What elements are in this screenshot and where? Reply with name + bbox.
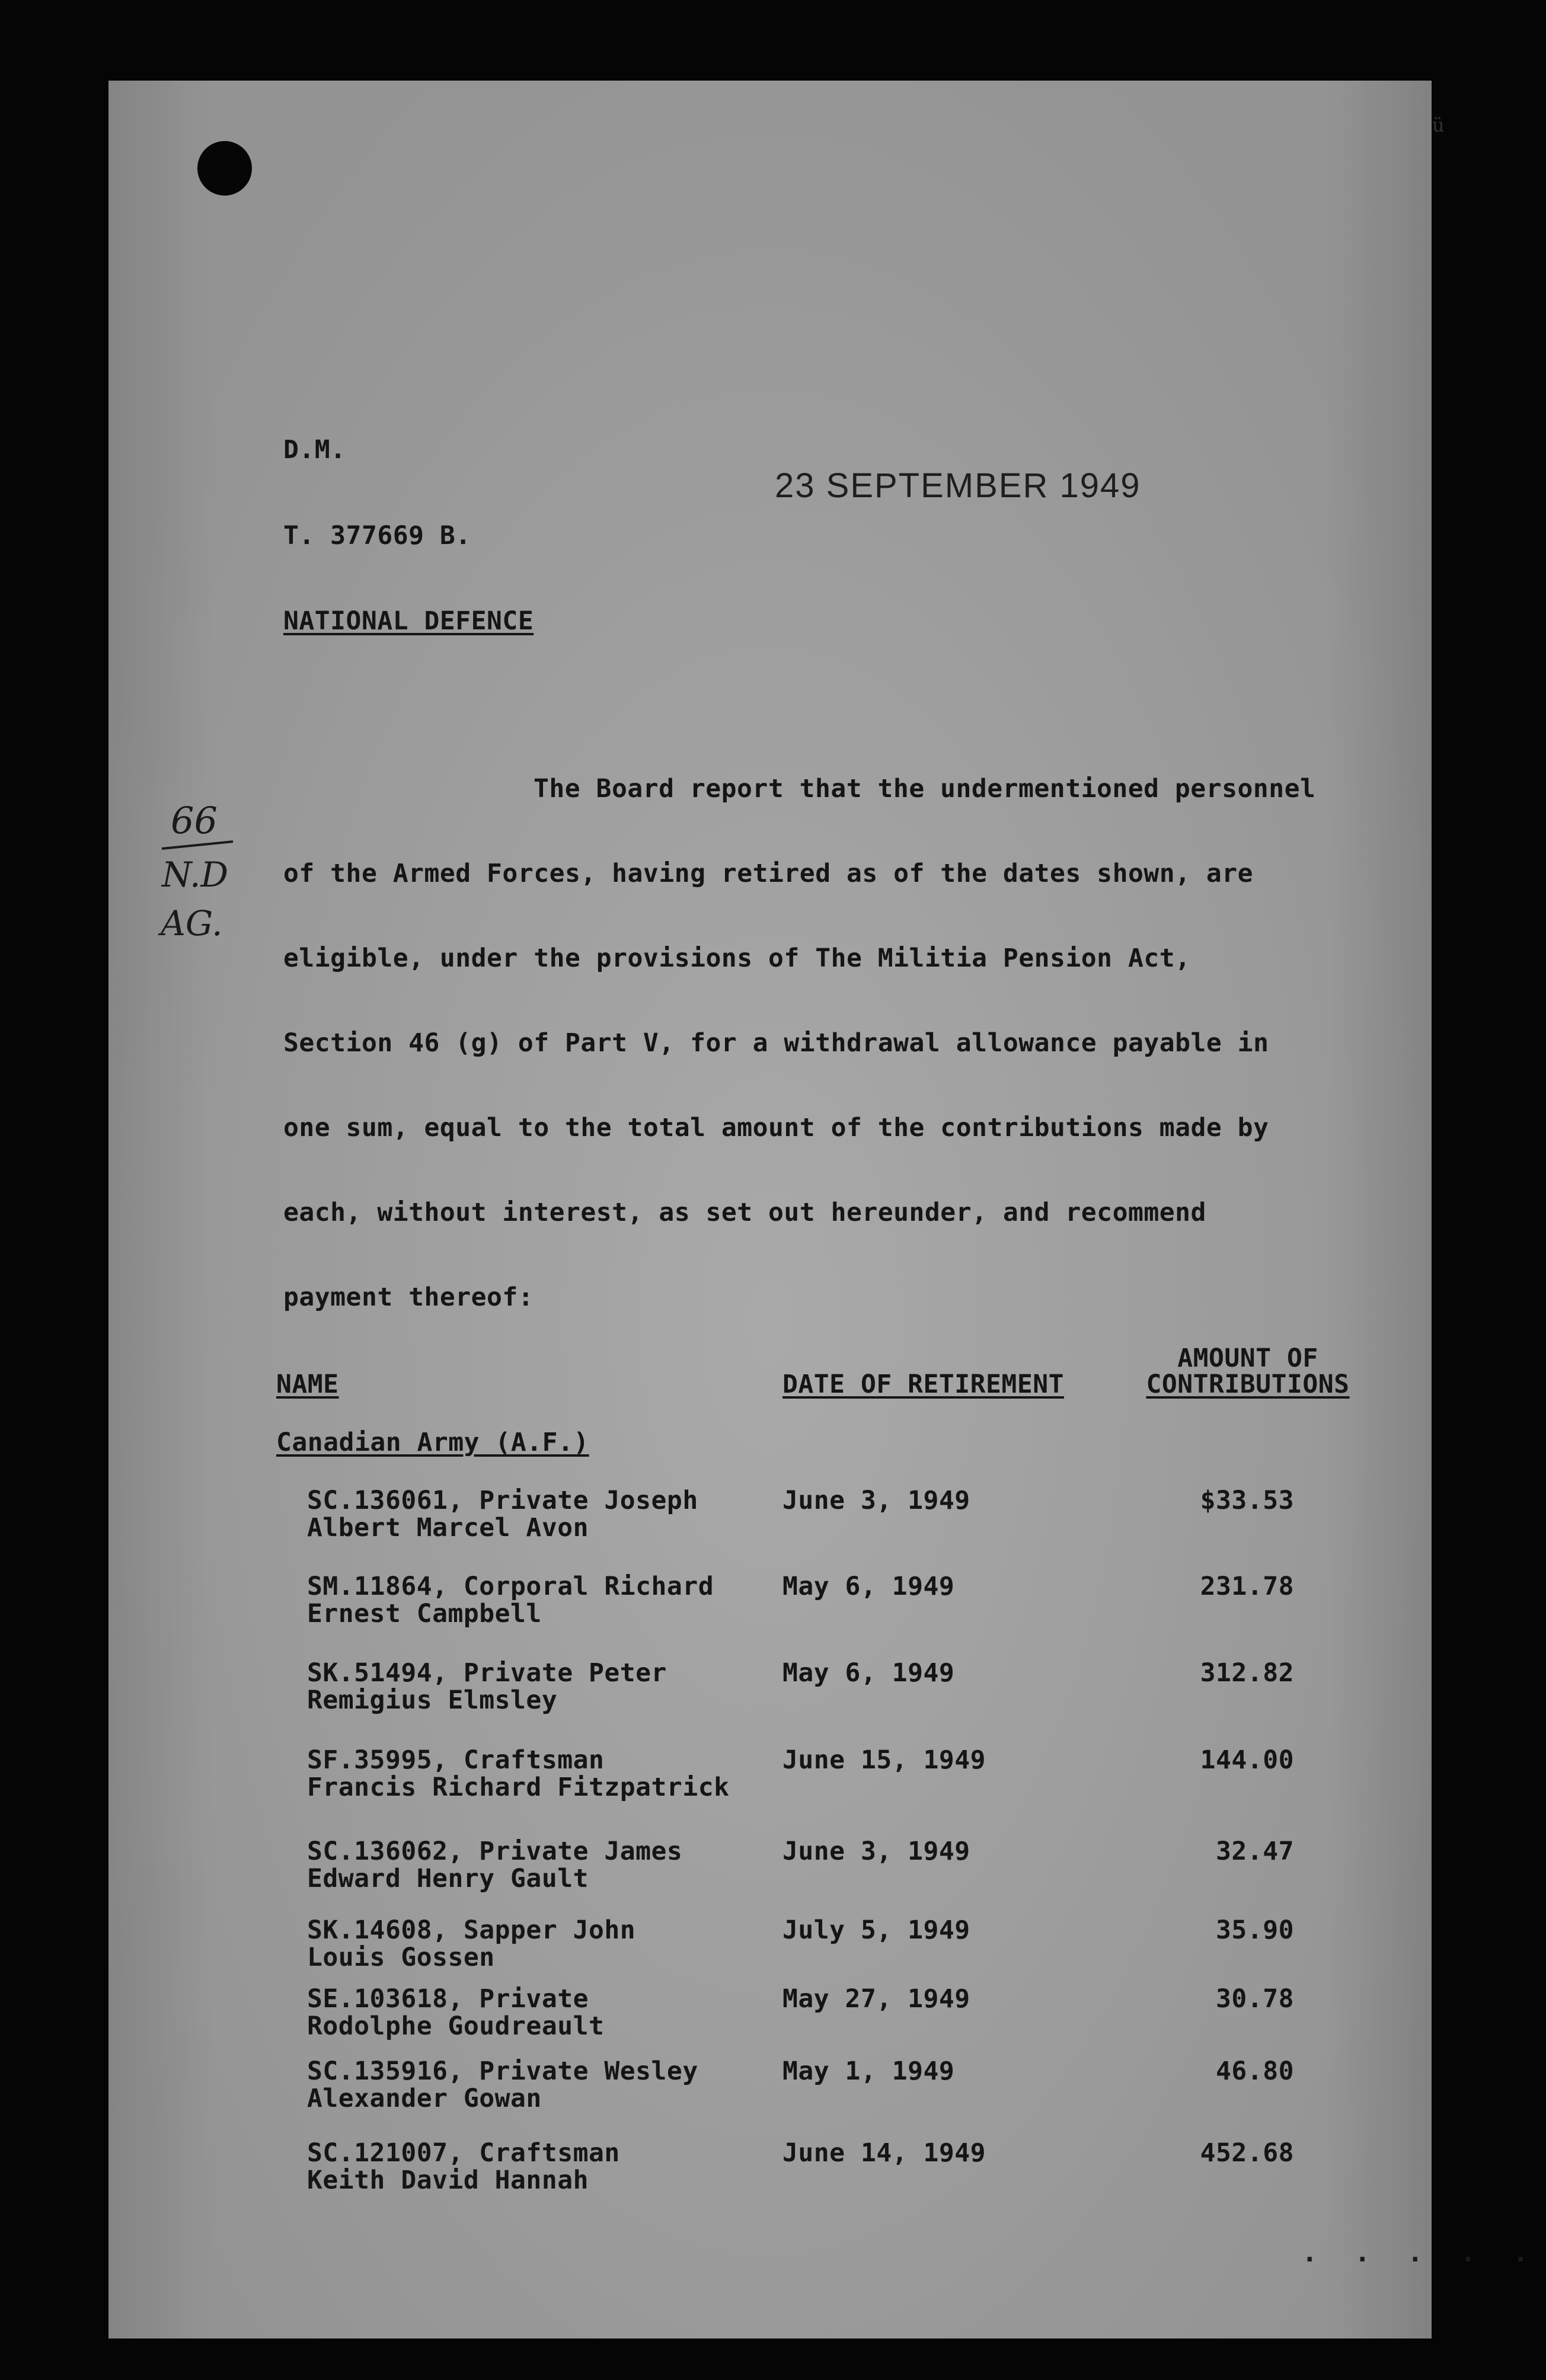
reference-number: T. 377669 B. xyxy=(283,521,471,551)
file-code: D.M. xyxy=(283,435,346,465)
row-name-line1: SK.51494, Private Peter xyxy=(307,1658,667,1688)
row-amount: 452.68 xyxy=(1200,2138,1294,2168)
body-line-1: The Board report that the undermentioned personnel xyxy=(534,774,1316,804)
row-name-line1: SM.11864, Corporal Richard xyxy=(307,1572,714,1601)
col-header-amount-line2: CONTRIBUTIONS xyxy=(1146,1370,1350,1399)
corner-mark: ü xyxy=(1432,114,1445,136)
row-date: May 1, 1949 xyxy=(782,2056,955,2086)
row-amount: 35.90 xyxy=(1216,1915,1294,1945)
row-name-line2: Rodolphe Goudreault xyxy=(307,2011,605,2041)
punch-hole xyxy=(197,141,252,196)
row-name-line2: Edward Henry Gault xyxy=(307,1864,589,1893)
row-name-line1: SF.35995, Craftsman xyxy=(307,1745,605,1775)
margin-note-line1: 66 xyxy=(171,799,218,842)
body-line-2: of the Armed Forces, having retired as of the dates shown, are xyxy=(283,859,1254,888)
col-header-date: DATE OF RETIREMENT xyxy=(782,1370,1064,1399)
section-heading: Canadian Army (A.F.) xyxy=(276,1428,589,1457)
row-date: June 3, 1949 xyxy=(782,1837,970,1866)
row-date: July 5, 1949 xyxy=(782,1915,970,1945)
row-name-line1: SK.14608, Sapper John xyxy=(307,1915,636,1945)
body-line-6: each, without interest, as set out hereunder, and recommend xyxy=(283,1198,1206,1227)
row-date: June 3, 1949 xyxy=(782,1486,970,1515)
row-amount: 231.78 xyxy=(1200,1572,1294,1601)
body-line-5: one sum, equal to the total amount of the contributions made by xyxy=(283,1113,1269,1143)
department-heading: NATIONAL DEFENCE xyxy=(283,606,534,636)
date-stamp: 23 SEPTEMBER 1949 xyxy=(775,466,1141,505)
body-line-7: payment thereof: xyxy=(283,1282,534,1312)
body-line-4: Section 46 (g) of Part V, for a withdrawal allowance payable in xyxy=(283,1028,1269,1058)
row-name-line2: Keith David Hannah xyxy=(307,2165,589,2195)
document-page xyxy=(108,81,1539,2339)
row-name-line2: Remigius Elmsley xyxy=(307,1685,558,1715)
row-name-line2: Alexander Gowan xyxy=(307,2084,542,2113)
handwriting-icon xyxy=(144,798,263,946)
row-date: May 6, 1949 xyxy=(782,1572,955,1601)
row-name-line2: Francis Richard Fitzpatrick xyxy=(307,1773,730,1802)
row-name-line1: SC.136061, Private Joseph xyxy=(307,1486,698,1515)
continuation-dots: . . . . . xyxy=(1302,2238,1539,2268)
row-name-line2: Albert Marcel Avon xyxy=(307,1513,589,1543)
row-date: May 6, 1949 xyxy=(782,1658,955,1688)
row-name-line1: SC.136062, Private James xyxy=(307,1837,683,1866)
col-header-amount-line1: AMOUNT OF xyxy=(1177,1343,1318,1373)
row-name-line1: SC.121007, Craftsman xyxy=(307,2138,620,2168)
row-date: May 27, 1949 xyxy=(782,1984,970,2014)
row-amount: 46.80 xyxy=(1216,2056,1294,2086)
margin-note-line2: N.D xyxy=(162,855,228,895)
handwritten-margin-note xyxy=(144,798,263,946)
row-amount: 312.82 xyxy=(1200,1658,1294,1688)
row-date: June 14, 1949 xyxy=(782,2138,986,2168)
row-amount: $33.53 xyxy=(1200,1486,1294,1515)
row-amount: 30.78 xyxy=(1216,1984,1294,2014)
row-name-line2: Louis Gossen xyxy=(307,1943,495,1972)
row-name-line2: Ernest Campbell xyxy=(307,1599,542,1629)
margin-note-line3: AG. xyxy=(161,903,223,943)
row-date: June 15, 1949 xyxy=(782,1745,986,1775)
row-amount: 32.47 xyxy=(1216,1837,1294,1866)
row-name-line1: SC.135916, Private Wesley xyxy=(307,2056,698,2086)
row-name-line1: SE.103618, Private xyxy=(307,1984,589,2014)
row-amount: 144.00 xyxy=(1200,1745,1294,1775)
body-line-3: eligible, under the provisions of The Militia Pension Act, xyxy=(283,943,1191,973)
col-header-name: NAME xyxy=(276,1370,339,1399)
